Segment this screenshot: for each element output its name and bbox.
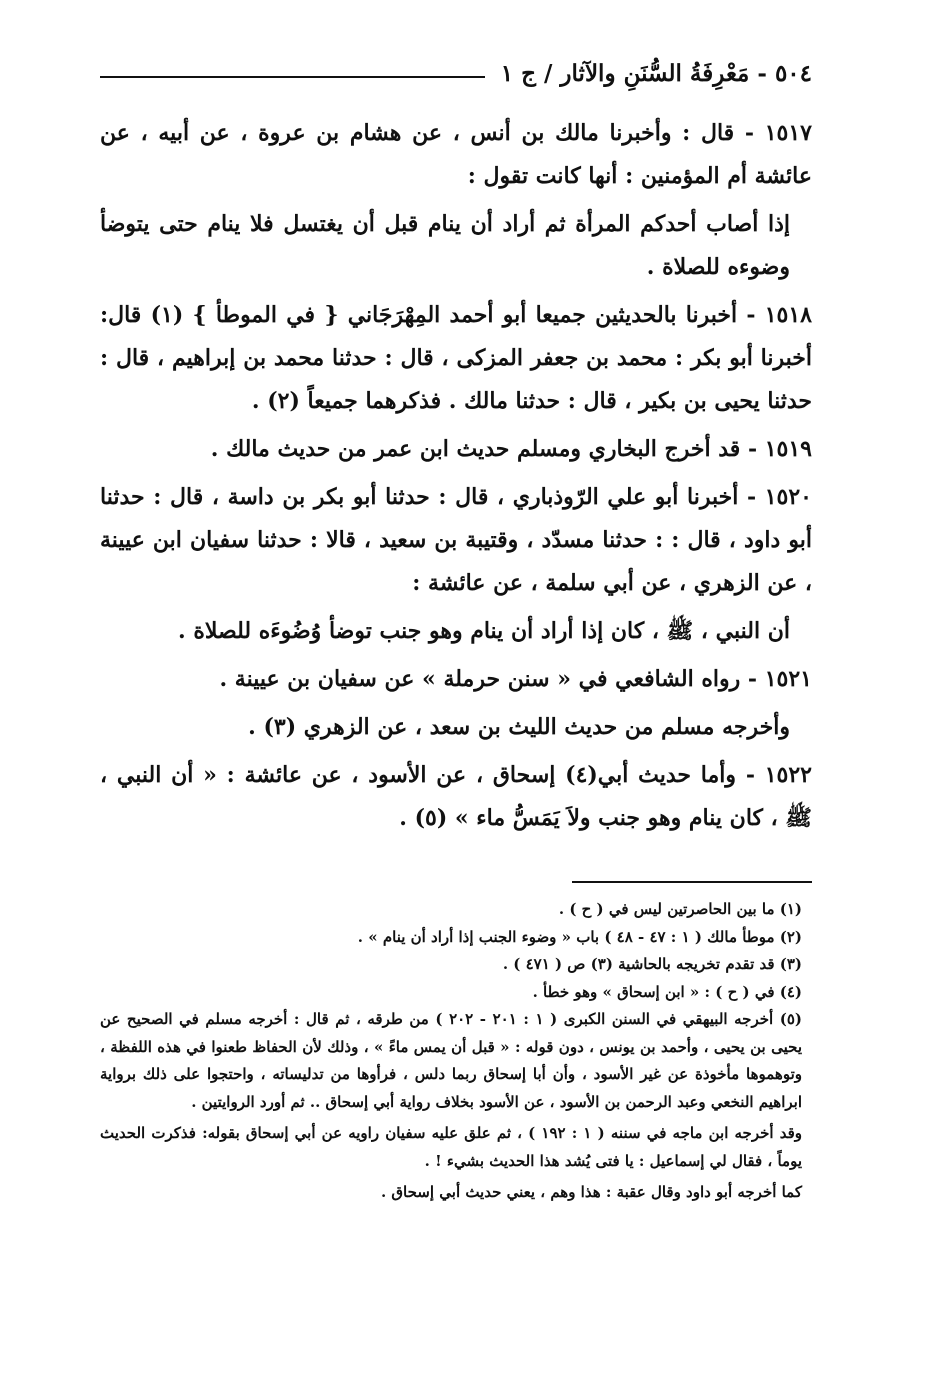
footnote-rule bbox=[572, 881, 812, 883]
footnote-5: (٥) أخرجه البيهقي في السنن الكبرى ( ١ : ٢٠١ - ٢٠٢ ) من طرقه ، ثم قال : أخرجه مسلم في الصحيح عن يحيى بن يحيى ، وأحمد بن يونس ، دون قوله : « قبل أن يمس ماءً » ، وذلك لأن الحفاظ طعنوا في هذه اللفظة ، وتوهموها مأخوذة عن غير الأسود ، وأن أبا إسحاق ربما دلس ، فرأوها من تدليساته ، واحتجوا على ذلك برواية ابراهيم النخعي وعبد الرحمن بن الأسود ، عن الأسود بخلاف رواية أبي إسحاق .. ثم أورد الروايتين . bbox=[100, 1010, 803, 1111]
footnote-5-abu-dawud: كما أخرجه أبو داود وقال عقبة : هذا وهم ، يعني حديث أبي إسحاق . bbox=[380, 1183, 802, 1201]
footnote-1: (١) ما بين الحاصرتين ليس في ( ح ) . bbox=[558, 900, 802, 918]
hadith-1519: ١٥١٩ - قد أخرج البخاري ومسلم حديث ابن عمر من حديث مالك . bbox=[210, 436, 812, 462]
hadith-1521-continuation: وأخرجه مسلم من حديث الليث بن سعد ، عن الزهري (٣) . bbox=[248, 714, 790, 740]
hadith-1521: ١٥٢١ - رواه الشافعي في « سنن حرملة » عن سفيان بن عيينة . bbox=[219, 666, 812, 692]
hadith-1520-quote: أن النبي ، ﷺ ، كان إذا أراد أن ينام وهو جنب توضأ وُضُوءَه للصلاة . bbox=[178, 618, 790, 644]
footnote-5-ibn-majah: وقد أخرجه ابن ماجه في سننه ( ١ : ١٩٢ ) ، ثم علق عليه سفيان راويه عن أبي إسحاق بقوله: فذكرت الحديث يوماً ، فقال لي إسماعيل : يا فتى يُشد هذا الحديث بشيء ! . bbox=[100, 1124, 802, 1170]
running-head bbox=[100, 60, 812, 87]
main-text bbox=[100, 112, 812, 845]
hadith-1518: ١٥١٨ - أخبرنا بالحديثين جميعا أبو أحمد المِهْرَجَاني { في الموطأ } (١) قال: أخبرنا أبو بكر : محمد بن جعفر المزكى ، قال : حدثنا محمد بن إبراهيم ، قال : حدثنا يحيى بن بكير ، قال : حدثنا مالك . فذكرهما جميعاً (٢) . bbox=[100, 302, 812, 414]
footnotes bbox=[100, 896, 812, 1207]
footnote-2: (٢) موطأ مالك ( ١ : ٤٧ - ٤٨ ) باب « وضوء الجنب إذا أراد أن ينام » . bbox=[357, 927, 802, 946]
hadith-1517-quote: إذا أصاب أحدكم المرأة ثم أراد أن ينام قبل أن يغتسل فلا ينام حتى يتوضأ وضوءه للصلاة . bbox=[100, 211, 790, 280]
footnote-4: (٤) في ( ح ) : « ابن إسحاق » وهو خطأ . bbox=[532, 982, 802, 1001]
header-rule bbox=[100, 76, 485, 78]
hadith-1522: ١٥٢٢ - وأما حديث أبي(٤) إسحاق ، عن الأسود ، عن عائشة : « أن النبي ، ﷺ ، كان ينام وهو جنب ولاَ يَمَسُّ ماء » (٥) . bbox=[100, 762, 812, 831]
hadith-1520: ١٥٢٠ - أخبرنا أبو علي الرّوذباري ، قال : حدثنا أبو بكر بن داسة ، قال : حدثنا أبو داود ، قال : : حدثنا مسدّد ، وقتيبة بن سعيد ، قالا : حدثنا سفيان ابن عيينة ، عن الزهري ، عن أبي سلمة ، عن عائشة : bbox=[100, 484, 812, 596]
hadith-1517: ١٥١٧ - قال : وأخبرنا مالك بن أنس ، عن هشام بن عروة ، عن أبيه ، عن عائشة أم المؤمنين : أنها كانت تقول : bbox=[100, 120, 812, 189]
footnote-3: (٣) قد تقدم تخريجه بالحاشية (٣) ص ( ٤٧١ ) . bbox=[502, 955, 802, 973]
running-title: ٥٠٤ - مَعْرِفَةُ السُّنَنِ والآثار / ج ١ bbox=[500, 60, 812, 87]
